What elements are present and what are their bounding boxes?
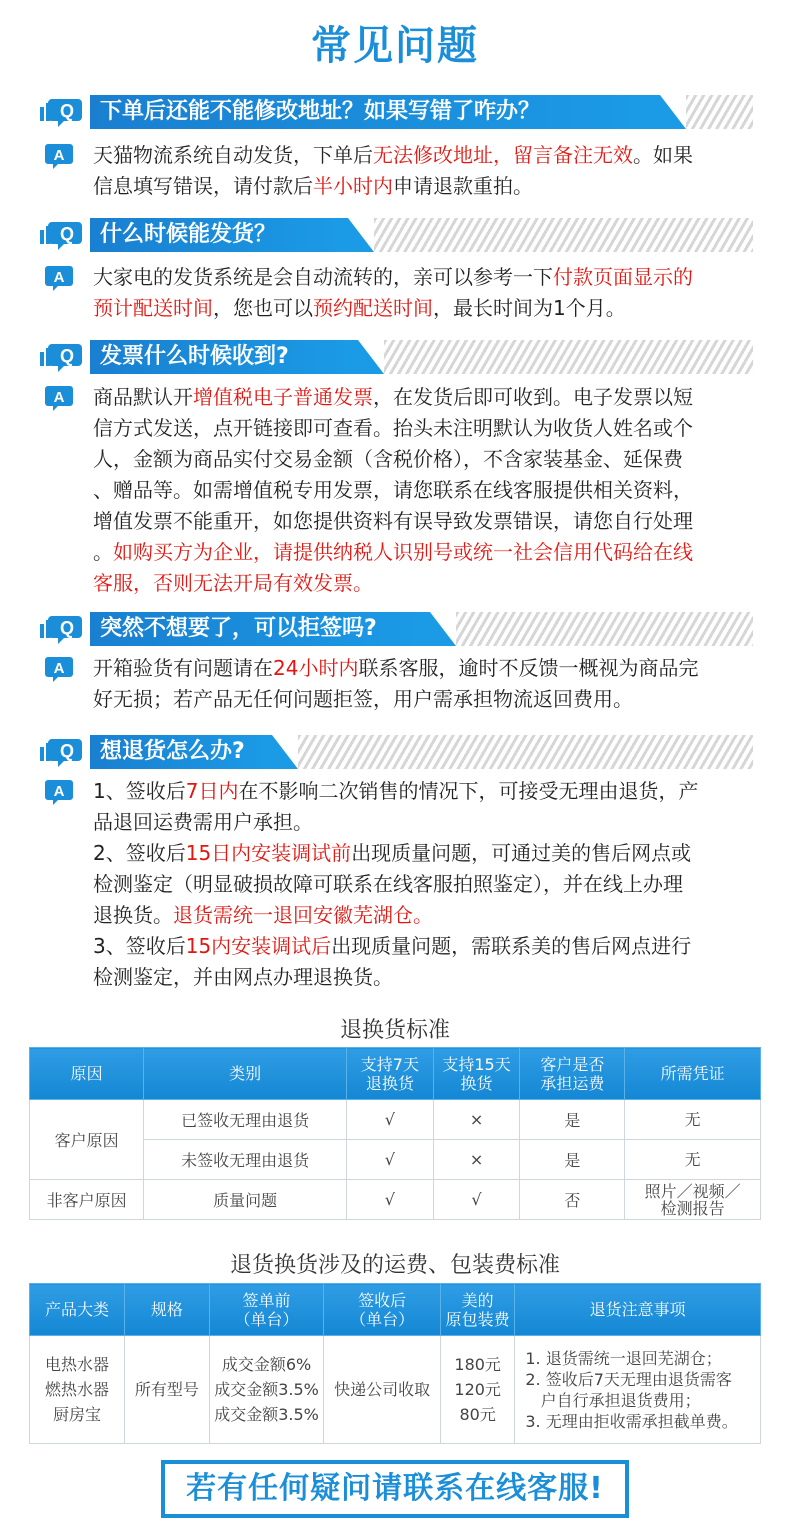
- answer-text: 好无损；若产品无任何问题拒签，用户需承担物流返回费用。: [93, 687, 633, 711]
- question-badge-icon: [38, 612, 88, 646]
- table-cell: 无: [625, 1100, 761, 1140]
- answer-text: ，在发货后即可收到。电子发票以短: [373, 385, 693, 409]
- answer-line: [93, 413, 758, 444]
- faq-question-text: 想退货怎么办?: [90, 735, 272, 769]
- highlight-text: 无法修改地址，留言备注无效: [373, 143, 633, 167]
- decorative-stripes: [298, 735, 753, 769]
- table-row: [30, 1100, 761, 1140]
- highlight-text: 如购买方为企业，请提供纳税人识别号或统一社会信用代码给在线: [113, 540, 693, 564]
- svg-text:Q: Q: [59, 346, 75, 366]
- table-cell: 否: [520, 1180, 625, 1220]
- faq-answer: [93, 776, 758, 993]
- table-header-row: [30, 1284, 761, 1336]
- table-header-cell: 退货注意事项: [515, 1284, 761, 1336]
- table-row: [30, 1336, 761, 1444]
- answer-text: 品退回运费需用户承担。: [93, 810, 313, 834]
- answer-badge-icon: [45, 657, 73, 683]
- answer-line: [93, 262, 758, 293]
- table-row: [30, 1180, 761, 1220]
- table-header-cell: 签收后 （单台）: [324, 1284, 441, 1336]
- answer-text: 天猫物流系统自动发货，下单后: [93, 143, 373, 167]
- table-header-cell: 类别: [144, 1048, 347, 1100]
- answer-line: [93, 962, 758, 993]
- question-badge-icon: [38, 218, 88, 252]
- faq-answer: [93, 140, 758, 202]
- highlight-text: 付款页面显示的: [553, 265, 693, 289]
- fee-category-cell: 电热水器 燃热水器 厨房宝: [30, 1336, 125, 1444]
- fee-before-cell: 成交金额6% 成交金额3.5% 成交金额3.5%: [209, 1336, 324, 1444]
- table-cell: √: [347, 1140, 434, 1180]
- contact-banner[interactable]: [161, 1460, 629, 1518]
- faq-question-row: [38, 735, 753, 769]
- table-cell: ×: [433, 1100, 520, 1140]
- answer-line: [93, 140, 758, 171]
- table-header-cell: 客户是否 承担运费: [520, 1048, 625, 1100]
- faq-question-text: 下单后还能不能修改地址？如果写错了咋办？: [90, 95, 660, 129]
- decorative-stripes: [686, 95, 753, 129]
- question-badge-icon: [38, 95, 88, 129]
- answer-line: [93, 171, 758, 202]
- decorative-stripes: [384, 340, 753, 374]
- table-header-cell: 原因: [30, 1048, 144, 1100]
- answer-text: 3、签收后: [93, 934, 186, 958]
- answer-line: [93, 653, 758, 684]
- answer-text: 商品默认开: [93, 385, 193, 409]
- faq-question-text: 什么时候能发货？: [90, 218, 348, 252]
- table-cell: 是: [520, 1140, 625, 1180]
- answer-line: [93, 807, 758, 838]
- answer-line: [93, 776, 758, 807]
- page-title: 常见问题: [311, 23, 479, 69]
- answer-text: 增值发票不能重开，如您提供资料有误导致发票错误，请您自行处理: [93, 509, 693, 533]
- answer-text: 信息填写错误，请付款后: [93, 174, 313, 198]
- table-cell: 未签收无理由退货: [144, 1140, 347, 1180]
- svg-text:Q: Q: [59, 741, 75, 761]
- svg-text:A: A: [53, 660, 65, 677]
- table-cell: 照片／视频／ 检测报告: [625, 1180, 761, 1220]
- table-header-cell: 签单前 （单台）: [209, 1284, 324, 1336]
- fee-spec-cell: 所有型号: [125, 1336, 210, 1444]
- question-badge-icon: [38, 735, 88, 769]
- decorative-stripes: [374, 218, 753, 252]
- highlight-text: 24小时内: [273, 656, 359, 680]
- highlight-text: 预计配送时间: [93, 296, 213, 320]
- decorative-stripes: [456, 612, 753, 646]
- faq-question-text: 发票什么时候收到?: [90, 340, 358, 374]
- svg-text:A: A: [53, 389, 65, 406]
- answer-line: [93, 475, 758, 506]
- highlight-text: 15日内安装调试前: [185, 841, 352, 865]
- return-table-title: 退换货标准: [339, 1018, 450, 1043]
- answer-line: [93, 838, 758, 869]
- answer-badge-icon: [45, 386, 73, 412]
- table-cell: √: [433, 1180, 520, 1220]
- svg-text:Q: Q: [59, 224, 75, 244]
- answer-text: 在不影响二次销售的情况下，可接受无理由退货，产: [238, 779, 699, 803]
- answer-text: 。如果: [633, 143, 693, 167]
- answer-line: [93, 684, 758, 715]
- highlight-text: 客服，否则无法开局有效发票。: [93, 571, 373, 595]
- answer-text: 出现质量问题，可通过美的售后网点或: [351, 841, 692, 865]
- fee-pack-fee-cell: 180元 120元 80元: [441, 1336, 515, 1444]
- reason-cell: 客户原因: [30, 1100, 144, 1180]
- answer-badge-icon: [45, 144, 73, 170]
- answer-text: 信方式发送，点开链接即可查看。抬头未注明默认为收货人姓名或个: [93, 416, 693, 440]
- highlight-text: 半小时内: [313, 174, 393, 198]
- answer-line: [93, 293, 758, 324]
- return-standard-table: [29, 1047, 761, 1220]
- answer-text: ，您也可以: [213, 296, 313, 320]
- answer-line: [93, 506, 758, 537]
- svg-text:A: A: [53, 269, 65, 286]
- svg-text:A: A: [53, 147, 65, 164]
- answer-text: 联系客服，逾时不反馈一概视为商品完: [358, 656, 699, 680]
- answer-text: 出现质量问题，需联系美的售后网点进行: [331, 934, 692, 958]
- table-cell: ×: [433, 1140, 520, 1180]
- faq-answer: [93, 262, 758, 324]
- answer-text: 、赠品等。如需增值税专用发票，请您联系在线客服提供相关资料，: [93, 478, 693, 502]
- table-header-cell: 所需凭证: [625, 1048, 761, 1100]
- fee-notes-cell: 1. 退货需统一退回芜湖仓； 2. 签收后7天无理由退货需客 户自行承担退货费用； 3. 无理由拒收需承担截单费。: [515, 1336, 761, 1444]
- answer-text: 退换货。: [93, 903, 173, 927]
- answer-text: 2、签收后: [93, 841, 186, 865]
- faq-question-row: [38, 612, 753, 646]
- answer-line: [93, 382, 758, 413]
- table-cell: √: [347, 1180, 434, 1220]
- table-cell: 无: [625, 1140, 761, 1180]
- faq-question-row: [38, 95, 753, 129]
- table-cell: √: [347, 1100, 434, 1140]
- answer-text: 开箱验货有问题请在: [93, 656, 273, 680]
- highlight-text: 退货需统一退回安徽芜湖仓。: [173, 903, 433, 927]
- highlight-text: 预约配送时间: [313, 296, 433, 320]
- table-header-cell: 美的 原包装费: [441, 1284, 515, 1336]
- faq-answer: [93, 653, 758, 715]
- answer-text: 检测鉴定，并由网点办理退换货。: [93, 965, 393, 989]
- answer-text: 人，金额为商品实付交易金额（含税价格），不含家装基金、延保费: [93, 447, 683, 471]
- fee-table-title: 退货换货涉及的运费、包装费标准: [229, 1253, 560, 1278]
- fee-standard-table: [29, 1283, 761, 1444]
- table-cell: 已签收无理由退货: [144, 1100, 347, 1140]
- question-badge-icon: [38, 340, 88, 374]
- faq-answer: [93, 382, 758, 599]
- reason-cell: 非客户原因: [30, 1180, 144, 1220]
- table-header-cell: 产品大类: [30, 1284, 125, 1336]
- answer-text: 申请退款重拍。: [393, 174, 533, 198]
- answer-line: [93, 869, 758, 900]
- svg-text:A: A: [53, 783, 65, 800]
- table-header-cell: 支持15天 换货: [433, 1048, 520, 1100]
- highlight-text: 7日内: [185, 779, 239, 803]
- answer-line: [93, 900, 758, 931]
- faq-question-row: [38, 218, 753, 252]
- answer-text: ，最长时间为1个月。: [433, 296, 626, 320]
- answer-line: [93, 444, 758, 475]
- answer-text: 大家电的发货系统是会自动流转的，亲可以参考一下: [93, 265, 553, 289]
- faq-question-text: 突然不想要了，可以拒签吗?: [90, 612, 430, 646]
- contact-banner-text: 若有任何疑问请联系在线客服!: [186, 1471, 604, 1506]
- answer-badge-icon: [45, 780, 73, 806]
- highlight-text: 15内安装调试后: [185, 934, 332, 958]
- svg-text:Q: Q: [59, 618, 75, 638]
- table-cell: 质量问题: [144, 1180, 347, 1220]
- answer-line: [93, 537, 758, 568]
- table-header-row: [30, 1048, 761, 1100]
- answer-text: 1、签收后: [93, 779, 186, 803]
- answer-line: [93, 931, 758, 962]
- table-header-cell: 规格: [125, 1284, 210, 1336]
- table-header-cell: 支持7天 退换货: [347, 1048, 434, 1100]
- answer-line: [93, 568, 758, 599]
- answer-text: 检测鉴定（明显破损故障可联系在线客服拍照鉴定），并在线上办理: [93, 872, 683, 896]
- highlight-text: 增值税电子普通发票: [193, 385, 373, 409]
- fee-after-cell: 快递公司收取: [324, 1336, 441, 1444]
- answer-text: 。: [93, 540, 113, 564]
- svg-text:Q: Q: [59, 101, 75, 121]
- faq-question-row: [38, 340, 753, 374]
- table-cell: 是: [520, 1100, 625, 1140]
- answer-badge-icon: [45, 266, 73, 292]
